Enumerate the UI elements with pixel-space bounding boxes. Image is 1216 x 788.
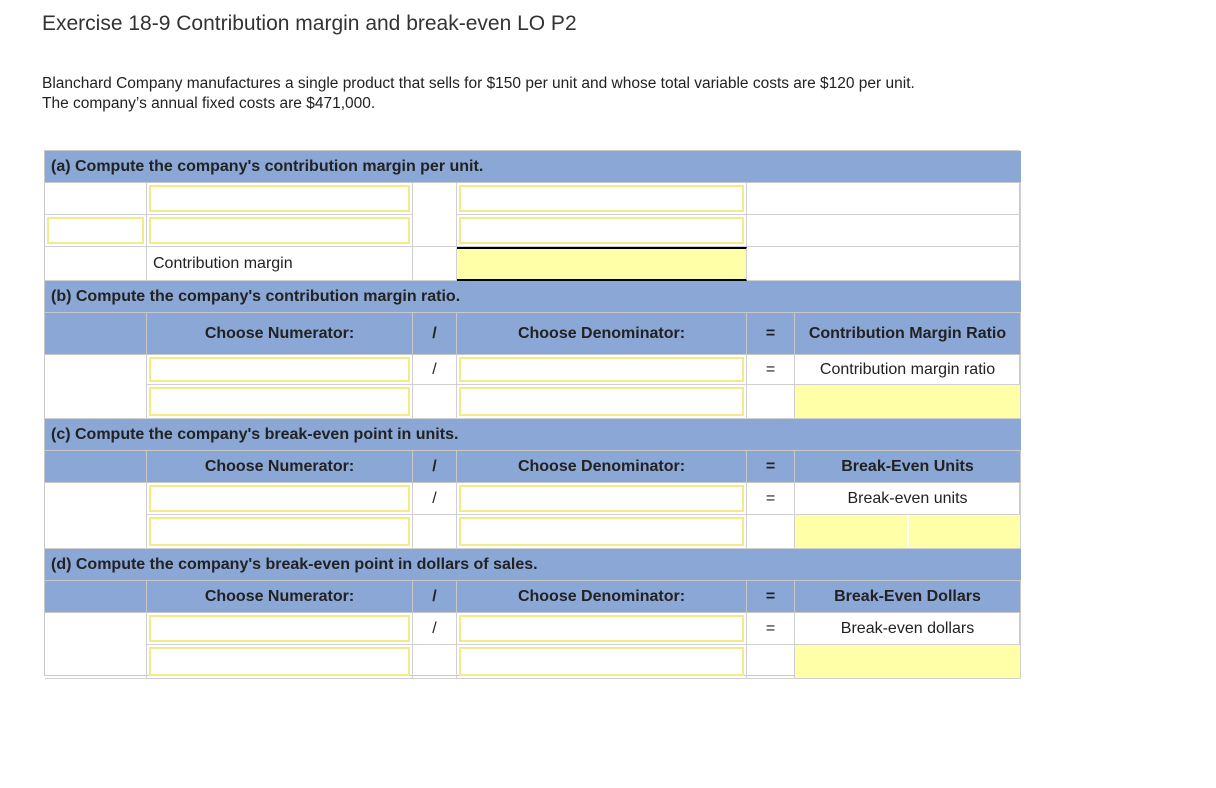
part-d-left-blank (45, 613, 147, 679)
part-a-row3-empty (45, 247, 147, 281)
part-b-slash-label: / (413, 313, 457, 355)
contribution-margin-label: Contribution margin (147, 247, 413, 281)
part-b-denominator-dropdown[interactable] (457, 355, 747, 385)
part-a-spacer (413, 183, 457, 247)
part-b-numerator-label: Choose Numerator: (147, 313, 413, 355)
part-d-row2-spacer (413, 645, 457, 679)
part-c-result-header: Break-Even Units (795, 451, 1021, 483)
break-even-units-answer (795, 515, 1021, 549)
problem-description: Blanchard Company manufactures a single product that sells for $150 per unit and whose total variable costs are $120 per unit. The company’s annual fixed costs are $471,000. (42, 75, 915, 112)
part-b-header: (b) Compute the company's contribution margin ratio. (45, 281, 1021, 313)
part-a-row1-empty (45, 183, 147, 215)
part-b-left-blank (45, 355, 147, 419)
part-c-left-blank (45, 483, 147, 549)
part-c-slash-label: / (413, 451, 457, 483)
part-c-row2-spacer (413, 515, 457, 549)
part-a-item2-dropdown[interactable] (147, 215, 413, 247)
contribution-margin-answer-input[interactable] (457, 247, 747, 281)
part-b-slash: / (413, 355, 457, 385)
part-b-numerator-value-input[interactable] (147, 385, 413, 419)
part-b-label-blank (45, 313, 147, 355)
part-c-header: (c) Compute the company's break-even point in units. (45, 419, 1021, 451)
part-c-denominator-value-input[interactable] (457, 515, 747, 549)
part-b-equals-label: = (747, 313, 795, 355)
part-c-label-blank (45, 451, 147, 483)
part-b-row2-equals-blank (747, 385, 795, 419)
part-b-row2-spacer (413, 385, 457, 419)
part-b-numerator-dropdown[interactable] (147, 355, 413, 385)
worksheet-table (44, 150, 1020, 676)
contribution-margin-ratio-answer-input[interactable] (795, 385, 1021, 419)
part-d-denominator-dropdown[interactable] (457, 613, 747, 645)
page-title: Exercise 18-9 Contribution margin and break-even LO P2 (42, 12, 577, 35)
part-c-equals-label: = (747, 451, 795, 483)
part-c-denominator-dropdown[interactable] (457, 483, 747, 515)
part-a-row2-blank (747, 215, 1021, 247)
part-a-amount2-input[interactable] (457, 215, 747, 247)
part-d-denominator-label: Choose Denominator: (457, 581, 747, 613)
part-b-denominator-label: Choose Denominator: (457, 313, 747, 355)
break-even-dollars-answer-input[interactable] (795, 645, 1021, 679)
part-d-result-header: Break-Even Dollars (795, 581, 1021, 613)
break-even-units-answer-input[interactable] (795, 515, 907, 548)
part-d-numerator-label: Choose Numerator: (147, 581, 413, 613)
part-c-numerator-label: Choose Numerator: (147, 451, 413, 483)
part-d-equals-label: = (747, 581, 795, 613)
part-c-equals: = (747, 483, 795, 515)
part-a-row1-blank (747, 183, 1021, 215)
part-d-slash-label: / (413, 581, 457, 613)
part-d-label-blank (45, 581, 147, 613)
part-c-numerator-value-input[interactable] (147, 515, 413, 549)
part-d-numerator-dropdown[interactable] (147, 613, 413, 645)
part-a-operator-dropdown[interactable] (45, 215, 147, 247)
part-d-header: (d) Compute the company's break-even point in dollars of sales. (45, 549, 1021, 581)
part-a-amount1-input[interactable] (457, 183, 747, 215)
part-c-row2-equals-blank (747, 515, 795, 549)
part-d-result-label: Break-even dollars (795, 613, 1021, 645)
part-d-numerator-value-input[interactable] (147, 645, 413, 679)
part-d-slash: / (413, 613, 457, 645)
part-a-header: (a) Compute the company's contribution margin per unit. (45, 151, 1021, 183)
part-d-row2-equals-blank (747, 645, 795, 679)
part-c-numerator-dropdown[interactable] (147, 483, 413, 515)
part-a-row3-spacer (413, 247, 457, 281)
part-a-item1-dropdown[interactable] (147, 183, 413, 215)
part-b-result-header: Contribution Margin Ratio (795, 313, 1021, 355)
part-d-denominator-value-input[interactable] (457, 645, 747, 679)
break-even-units-unit-input[interactable] (907, 515, 1021, 548)
part-b-result-label: Contribution margin ratio (795, 355, 1021, 385)
part-c-slash: / (413, 483, 457, 515)
part-d-equals: = (747, 613, 795, 645)
part-a-row3-blank (747, 247, 1021, 281)
part-b-equals: = (747, 355, 795, 385)
part-c-denominator-label: Choose Denominator: (457, 451, 747, 483)
part-b-denominator-value-input[interactable] (457, 385, 747, 419)
part-c-result-label: Break-even units (795, 483, 1021, 515)
